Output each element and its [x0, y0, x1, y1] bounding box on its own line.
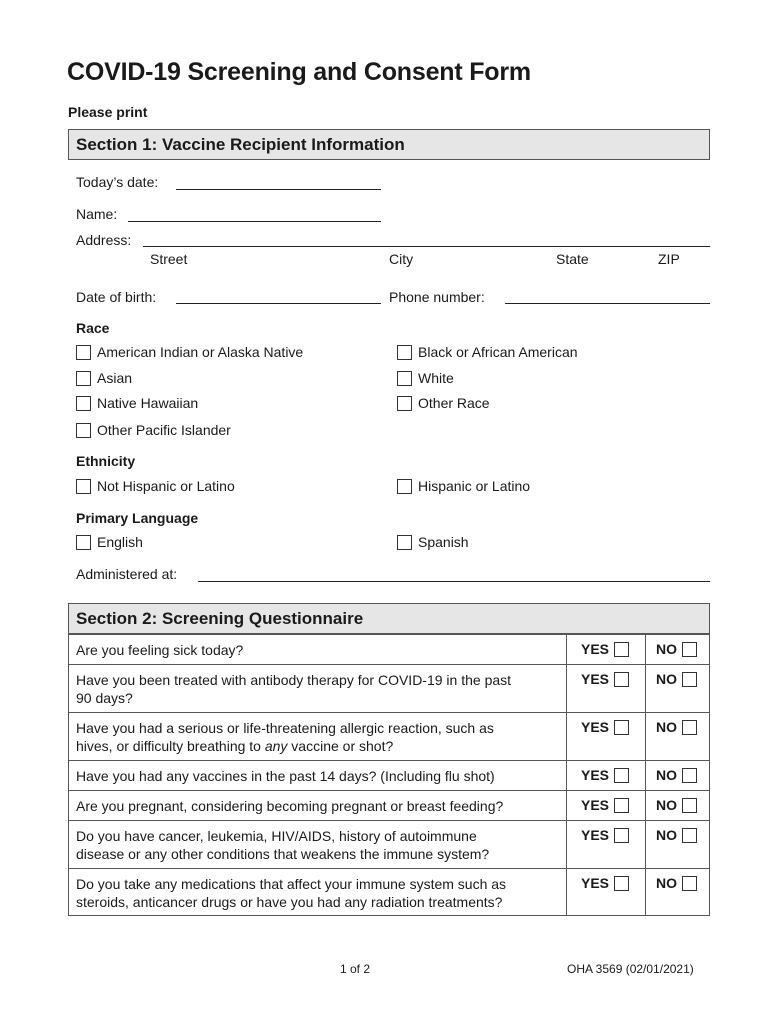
- no-checkbox[interactable]: [682, 768, 697, 783]
- checkbox[interactable]: [76, 345, 91, 360]
- ethnicity-option-not-hispanic[interactable]: [76, 478, 235, 494]
- administered-field[interactable]: [198, 581, 710, 582]
- ethnicity-option-hispanic[interactable]: [397, 478, 530, 494]
- administered-label: Administered at:: [76, 566, 178, 582]
- question-text: Are you pregnant, considering becoming pregnant or breast feeding?: [76, 798, 504, 814]
- language-heading: Primary Language: [76, 510, 199, 526]
- checkbox[interactable]: [397, 345, 412, 360]
- question-row: [69, 790, 709, 820]
- form-code: OHA 3569 (02/01/2021): [567, 962, 694, 976]
- section-1-header: Section 1: Vaccine Recipient Information: [68, 129, 710, 160]
- page-number: 1 of 2: [340, 962, 371, 976]
- question-text: Do you take any medications that affect your immune system such as steroids, anticancer drugs or have you had any radiation treatments?: [76, 876, 507, 910]
- dob-label: Date of birth:: [76, 289, 157, 305]
- no-checkbox[interactable]: [682, 876, 697, 891]
- checkbox[interactable]: [76, 396, 91, 411]
- race-option-other-race[interactable]: [397, 395, 490, 411]
- dob-field[interactable]: [176, 303, 381, 304]
- zip-label: ZIP: [658, 251, 680, 267]
- city-label: City: [389, 251, 414, 267]
- no-checkbox[interactable]: [682, 672, 697, 687]
- language-option-spanish[interactable]: [397, 534, 469, 550]
- question-text: Have you had a serious or life-threatening allergic reaction, such as hives, or difficulty breathing to any vaccine or shot?: [76, 720, 494, 754]
- phone-label: Phone number:: [389, 289, 485, 305]
- name-label: Name:: [76, 206, 118, 222]
- option-label: Asian: [97, 370, 133, 386]
- checkbox[interactable]: [397, 371, 412, 386]
- option-label: Spanish: [418, 534, 469, 550]
- form-title: COVID-19 Screening and Consent Form: [67, 58, 531, 86]
- yes-checkbox[interactable]: [614, 720, 629, 735]
- yes-option[interactable]: YES: [581, 797, 629, 813]
- option-label: Hispanic or Latino: [418, 478, 531, 494]
- yes-option[interactable]: YES: [581, 671, 629, 687]
- race-option-native-hawaiian[interactable]: [76, 395, 198, 411]
- no-option[interactable]: NO: [656, 767, 697, 783]
- street-label: Street: [150, 251, 188, 267]
- yes-checkbox[interactable]: [614, 798, 629, 813]
- race-option-asian[interactable]: [76, 370, 132, 386]
- question-row: [69, 820, 709, 868]
- language-option-english[interactable]: [76, 534, 143, 550]
- race-option-other-pacific-islander[interactable]: [76, 422, 231, 438]
- no-option[interactable]: NO: [656, 827, 697, 843]
- question-row: [69, 664, 709, 712]
- yes-checkbox[interactable]: [614, 768, 629, 783]
- question-row: [69, 868, 709, 915]
- checkbox[interactable]: [76, 423, 91, 438]
- no-checkbox[interactable]: [682, 828, 697, 843]
- state-label: State: [556, 251, 589, 267]
- yes-option[interactable]: YES: [581, 875, 629, 891]
- section-2-header: Section 2: Screening Questionnaire: [68, 603, 710, 634]
- yes-checkbox[interactable]: [614, 672, 629, 687]
- checkbox[interactable]: [76, 479, 91, 494]
- race-heading: Race: [76, 320, 110, 336]
- option-label: Black or African American: [418, 344, 578, 360]
- checkbox[interactable]: [397, 396, 412, 411]
- todays-date-field[interactable]: [176, 189, 381, 190]
- no-option[interactable]: NO: [656, 875, 697, 891]
- no-option[interactable]: NO: [656, 719, 697, 735]
- question-text: Do you have cancer, leukemia, HIV/AIDS, history of autoimmune disease or any other conditions that weakens the immune system?: [76, 828, 490, 862]
- column-divider-yes-no: [645, 634, 646, 916]
- checkbox[interactable]: [397, 535, 412, 550]
- todays-date-label: Today’s date:: [76, 174, 159, 190]
- yes-option[interactable]: YES: [581, 641, 629, 657]
- address-label: Address:: [76, 232, 132, 248]
- no-checkbox[interactable]: [682, 798, 697, 813]
- column-divider-answers: [566, 634, 567, 916]
- race-option-american-indian[interactable]: [76, 344, 303, 360]
- yes-checkbox[interactable]: [614, 876, 629, 891]
- race-option-white[interactable]: [397, 370, 454, 386]
- race-option-black[interactable]: [397, 344, 578, 360]
- phone-field[interactable]: [505, 303, 710, 304]
- question-row: [69, 760, 709, 790]
- checkbox[interactable]: [397, 479, 412, 494]
- yes-option[interactable]: YES: [581, 767, 629, 783]
- checkbox[interactable]: [76, 535, 91, 550]
- option-label: Not Hispanic or Latino: [97, 478, 235, 494]
- question-text: Have you been treated with antibody therapy for COVID-19 in the past 90 days?: [76, 672, 512, 706]
- question-text: Have you had any vaccines in the past 14 days? (Including flu shot): [76, 768, 495, 784]
- name-field[interactable]: [128, 221, 381, 222]
- ethnicity-heading: Ethnicity: [76, 453, 136, 469]
- no-option[interactable]: NO: [656, 671, 697, 687]
- option-label: Other Pacific Islander: [97, 422, 231, 438]
- print-instruction: Please print: [68, 104, 148, 120]
- no-option[interactable]: NO: [656, 641, 697, 657]
- option-label: American Indian or Alaska Native: [97, 344, 304, 360]
- yes-checkbox[interactable]: [614, 642, 629, 657]
- screening-table: [68, 634, 710, 916]
- option-label: Other Race: [418, 395, 490, 411]
- option-label: English: [97, 534, 143, 550]
- yes-option[interactable]: YES: [581, 719, 629, 735]
- question-text: Are you feeling sick today?: [76, 642, 244, 658]
- question-row: [69, 634, 709, 664]
- option-label: Native Hawaiian: [97, 395, 199, 411]
- question-row: [69, 712, 709, 760]
- address-field[interactable]: [143, 246, 710, 247]
- yes-option[interactable]: YES: [581, 827, 629, 843]
- no-checkbox[interactable]: [682, 642, 697, 657]
- yes-checkbox[interactable]: [614, 828, 629, 843]
- option-label: White: [418, 370, 454, 386]
- no-option[interactable]: NO: [656, 797, 697, 813]
- no-checkbox[interactable]: [682, 720, 697, 735]
- checkbox[interactable]: [76, 371, 91, 386]
